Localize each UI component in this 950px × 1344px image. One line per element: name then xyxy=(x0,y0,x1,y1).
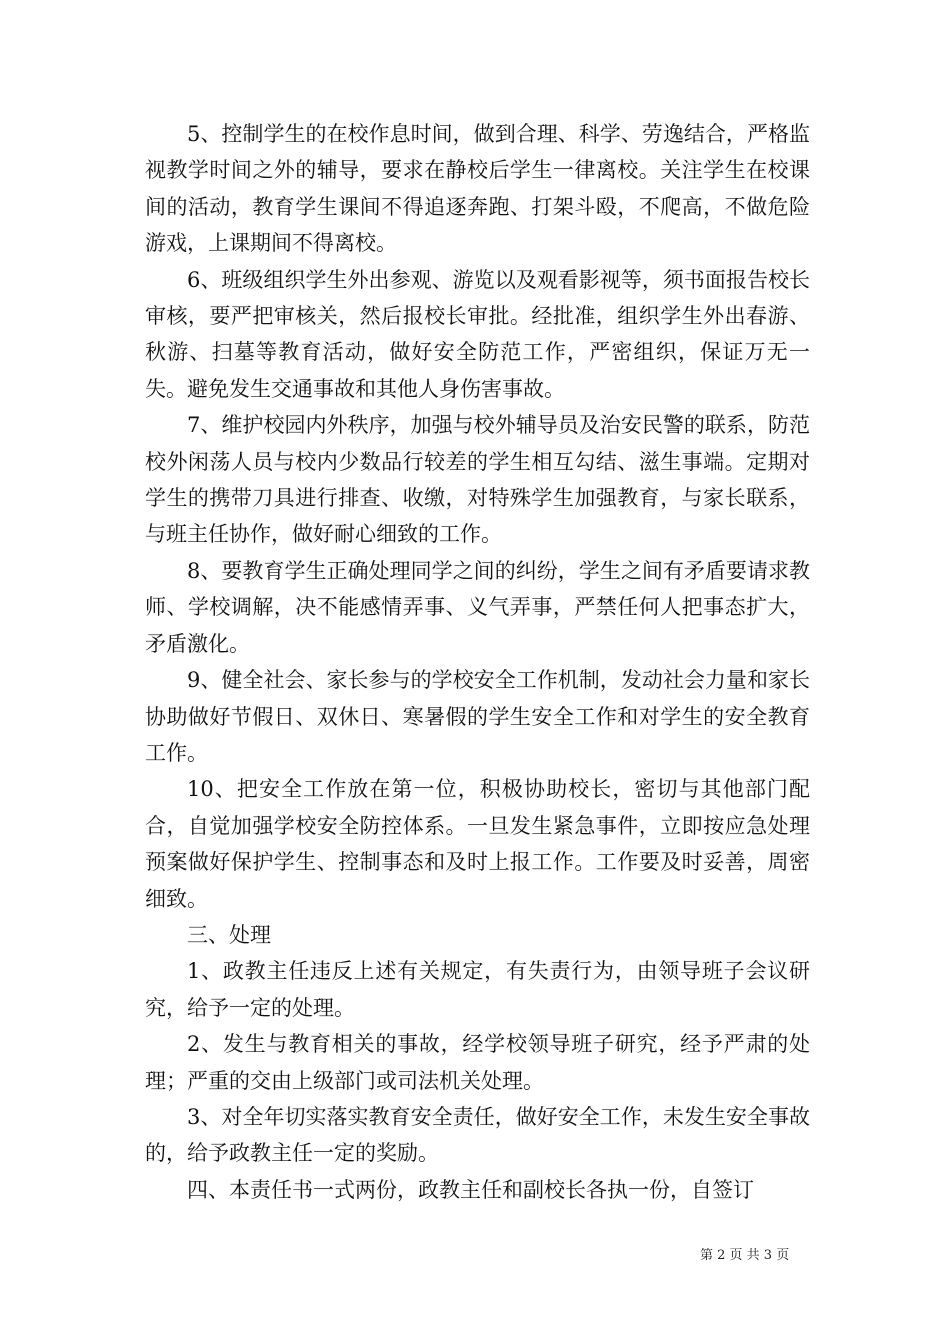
section-four-paragraph: 四、本责任书一式两份，政教主任和副校长各执一份，自签订 xyxy=(187,1177,754,1202)
handling-item-2: 2、发生与教育相关的事故，经学校领导班子研究，经予严肃的处理；严重的交由上级部门或司法机关处理。 xyxy=(145,1032,810,1093)
paragraph-item-8: 8、要教育学生正确处理同学之间的纠纷，学生之间有矛盾要请求教师、学校调解，决不能感情弄事、义气弄事，严禁任何人把事态扩大，矛盾激化。 xyxy=(145,558,810,656)
section-heading-handling: 三、处理 xyxy=(187,922,271,947)
paragraph-item-6: 6、班级组织学生外出参观、游览以及观看影视等，须书面报告校长审核，要严把审核关，然后报校长审批。经批准，组织学生外出春游、秋游、扫墓等教育活动，做好安全防范工作，严密组织，保证万无一失。避免发生交通事故和其他人身伤害事故。 xyxy=(145,267,810,401)
paragraph-item-9: 9、健全社会、家长参与的学校安全工作机制，发动社会力量和家长协助做好节假日、双休日、寒暑假的学生安全工作和对学生的安全教育工作。 xyxy=(145,668,810,765)
page-number-footer: 第 2 页 共 3 页 xyxy=(700,1248,790,1263)
handling-item-3: 3、对全年切实落实教育安全责任，做好安全工作，未发生安全事故的，给予政教主任一定的奖励。 xyxy=(145,1104,810,1166)
paragraph-item-10: 10、把安全工作放在第一位，积极协助校长，密切与其他部门配合，自觉加强学校安全防控体系。一旦发生紧急事件，立即按应急处理预案做好保护学生、控制事态和及时上报工作。工作要及时妥善，周密细致。 xyxy=(145,777,810,911)
handling-item-1: 1、政教主任违反上述有关规定，有失责行为，由领导班子会议研究，给予一定的处理。 xyxy=(145,959,810,1020)
paragraph-item-7: 7、维护校园内外秩序，加强与校外辅导员及治安民警的联系，防范校外闲荡人员与校内少数品行较差的学生相互勾结、滋生事端。定期对学生的携带刀具进行排查、收缴，对特殊学生加强教育，与家长联系，与班主任协作，做好耐心细致的工作。 xyxy=(145,413,810,547)
paragraph-item-5: 5、控制学生的在校作息时间，做到合理、科学、劳逸结合，严格监视教学时间之外的辅导，要求在静校后学生一律离校。关注学生在校课间的活动，教育学生课间不得追逐奔跑、打架斗殴，不爬高，不做危险游戏，上课期间不得离校。 xyxy=(145,122,810,256)
document-body xyxy=(145,116,810,1208)
